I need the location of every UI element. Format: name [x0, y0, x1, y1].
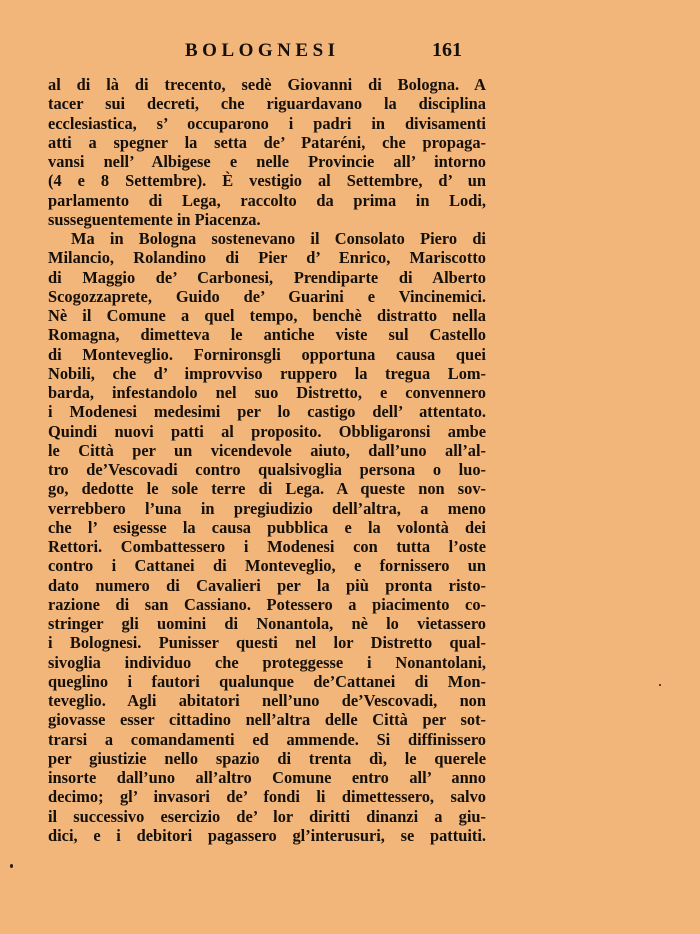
- text-line: parlamento di Lega, raccolto da prima in Lodi,: [48, 190, 486, 210]
- text-line: il successivo esercizio de’ lor diritti dinanzi a giu-: [48, 806, 486, 826]
- text-line: razione di san Cassiano. Potessero a piacimento co-: [48, 594, 486, 614]
- text-line: barda, infestandolo nel suo Distretto, e convennero: [48, 383, 486, 402]
- text-line: giovasse esser cittadino nell’altra delle Città per sot-: [48, 710, 486, 730]
- text-line: Nobili, che d’ improvviso ruppero la tregua Lom-: [48, 363, 486, 383]
- text-line: verrebbero l’una in pregiudizio dell’altra, a meno: [48, 498, 486, 518]
- text-line: che l’ esigesse la causa pubblica e la volontà dei: [48, 517, 486, 537]
- text-line: go, dedotte le sole terre di Lega. A queste non sov-: [48, 479, 486, 499]
- text-line: al di là di trecento, sedè Giovanni di Bologna. A: [48, 75, 486, 94]
- body-text: [48, 75, 486, 845]
- text-line: Quindi nuovi patti al proposito. Obbligaronsi ambe: [48, 421, 486, 441]
- text-line: i Modenesi medesimi per lo castigo dell’ attentato.: [48, 402, 486, 422]
- ink-speck: [10, 864, 13, 868]
- text-line: ecclesiastica, s’ occuparono i padri in divisamenti: [48, 113, 486, 133]
- text-line: insorte dall’uno all’altro Comune entro all’ anno: [48, 768, 486, 787]
- text-line: Ma in Bologna sostenevano il Consolato Piero di: [71, 229, 486, 248]
- text-line: di Maggio de’ Carbonesi, Prendiparte di Alberto: [48, 267, 486, 287]
- text-line: stringer gli uomini di Nonantola, nè lo vietassero: [48, 614, 486, 633]
- text-line: trarsi a comandamenti ed ammende. Si diffinissero: [48, 729, 486, 749]
- text-line: Romagna, dimetteva le antiche viste sul Castello: [48, 325, 486, 345]
- text-line: Scogozzaprete, Guido de’ Guarini e Vincinemici.: [48, 286, 486, 306]
- text-line: tro de’Vescovadi contro qualsivoglia persona o luo-: [48, 460, 486, 479]
- text-line: le Città per un vicendevole aiuto, dall’uno all’al-: [48, 440, 486, 460]
- page-number: 161: [432, 39, 462, 61]
- text-line: dici, e i debitori pagassero gl’interusuri, se pattuiti.: [48, 825, 486, 845]
- text-line: i Bolognesi. Punisser questi nel lor Distretto qual-: [48, 633, 486, 653]
- ink-speck: [659, 684, 661, 686]
- text-line: Nè il Comune a quel tempo, benchè distratto nella: [48, 306, 486, 325]
- text-line: Rettori. Combattessero i Modenesi con tutta l’oste: [48, 537, 486, 556]
- text-line: dato numero di Cavalieri per la più pronta risto-: [48, 575, 486, 595]
- text-line: contro i Cattanei di Monteveglio, e fornissero un: [48, 556, 486, 576]
- text-line: Milancio, Rolandino di Pier d’ Enrico, Mariscotto: [48, 248, 486, 268]
- text-line: queglino i fautori qualunque de’Cattanei di Mon-: [48, 671, 486, 691]
- text-line: tacer sui decreti, che riguardavano la disciplina: [48, 94, 486, 114]
- text-line: susseguentemente in Piacenza.: [48, 209, 261, 229]
- text-line: (4 e 8 Settembre). È vestigio al Settembre, d’ un: [48, 171, 486, 191]
- text-line: decimo; gl’ invasori de’ fondi li dimettessero, salvo: [48, 787, 486, 807]
- running-title: BOLOGNESI: [185, 40, 340, 61]
- text-line: atti a spegner la setta de’ Pataréni, che propaga-: [48, 132, 486, 152]
- text-line: di Monteveglio. Fornironsgli opportuna causa quei: [48, 344, 486, 364]
- text-line: sivoglia individuo che proteggesse i Nonantolani,: [48, 652, 486, 672]
- text-line: per giustizie nello spazio di trenta dì, le querele: [48, 748, 486, 768]
- text-line: vansi nell’ Albigese e nelle Provincie all’ intorno: [48, 152, 486, 171]
- text-line: teveglio. Agli abitatori nell’uno de’Vescovadi, non: [48, 691, 486, 710]
